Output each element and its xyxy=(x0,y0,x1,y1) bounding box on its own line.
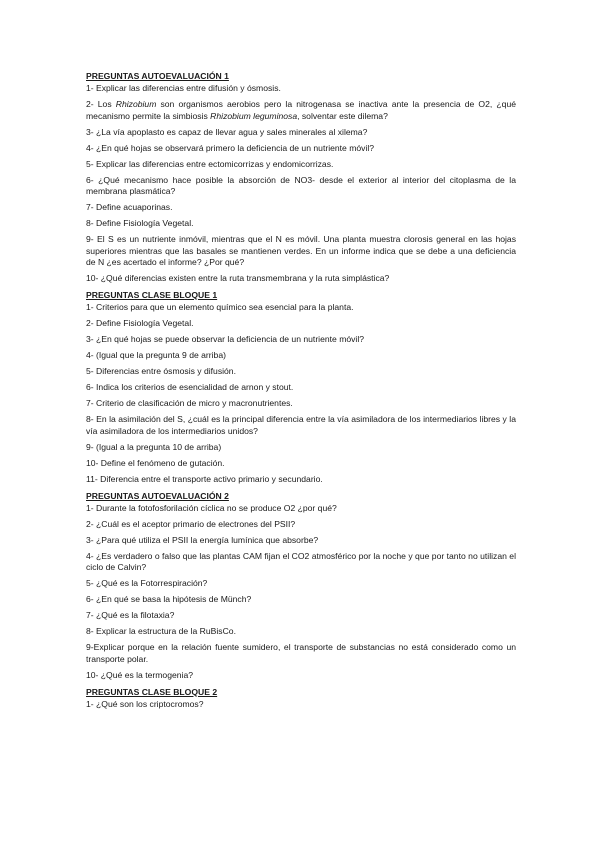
question-item: 4- ¿En qué hojas se observará primero la deficiencia de un nutriente móvil? xyxy=(86,142,375,153)
question-item: 6- ¿En qué se basa la hipótesis de Münch? xyxy=(86,594,252,604)
question-item: 6- Indica los criterios de esencialidad de arnon y stout. xyxy=(86,382,294,392)
section-autoevaluacion-2 xyxy=(86,490,516,682)
question-item: 1- Criterios para que un elemento químico sea esencial para la planta. xyxy=(86,302,354,312)
section-autoevaluacion-1 xyxy=(86,70,516,285)
section-heading: PREGUNTAS AUTOEVALUACIÓN 2 xyxy=(86,490,229,501)
section-heading: PREGUNTAS AUTOEVALUACIÓN 1 xyxy=(86,71,229,81)
document-page xyxy=(86,70,516,715)
question-item: 5- ¿Qué es la Fotorrespiración? xyxy=(86,578,208,588)
question-item: 3- ¿La vía apoplasto es capaz de llevar agua y sales minerales al xilema? xyxy=(86,126,368,137)
question-item: 1- Explicar las diferencias entre difusión y ósmosis. xyxy=(86,83,281,93)
question-item: 5- Diferencias entre ósmosis y difusión. xyxy=(86,366,236,376)
question-item: 7- Define acuaporinas. xyxy=(86,202,173,212)
question-item: 5- Explicar las diferencias entre ectomicorrizas y endomicorrizas. xyxy=(86,158,334,169)
question-item: 8- En la asimilación del S, ¿cuál es la principal diferencia entre la vía asimiladora de los intermediarios libres y la vía asimiladora de los intermediarios unidos? xyxy=(86,414,516,436)
question-item: 9- (Igual a la pregunta 10 de arriba) xyxy=(86,441,222,452)
question-item: 1- Durante la fotofosforilación cíclica no se produce O2 ¿por qué? xyxy=(86,502,337,513)
section-clase-bloque-2 xyxy=(86,686,516,711)
question-item: 11- Diferencia entre el transporte activo primario y secundario. xyxy=(86,473,323,484)
question-item: 4- (Igual que la pregunta 9 de arriba) xyxy=(86,350,226,360)
section-heading: PREGUNTAS CLASE BLOQUE 2 xyxy=(86,686,218,697)
section-clase-bloque-1 xyxy=(86,289,516,485)
question-item: 3- ¿Para qué utiliza el PSII la energía lumínica que absorbe? xyxy=(86,534,319,545)
question-item: 2- Define Fisiología Vegetal. xyxy=(86,318,194,328)
question-item: 7- Criterio de clasificación de micro y macronutrientes. xyxy=(86,398,293,408)
question-item: 6- ¿Qué mecanismo hace posible la absorción de NO3- desde el exterior al interior del citoplasma de la membrana plasmática? xyxy=(86,174,516,196)
question-item: 9- El S es un nutriente inmóvil, mientras que el N es móvil. Una planta muestra clorosis general en las hojas superiores mientras que las basales se mantienen verdes. En un informe indica que se debe a una deficiencia de N ¿es acertado el informe? ¿Por qué? xyxy=(86,234,516,267)
question-item: 3- ¿En qué hojas se puede observar la deficiencia de un nutriente móvil? xyxy=(86,334,365,344)
question-item: 10- Define el fenómeno de gutación. xyxy=(86,457,225,468)
question-item: 9-Explicar porque en la relación fuente sumidero, el transporte de substancias no está considerado como un transporte polar. xyxy=(86,642,516,664)
question-item: 2- Los Rhizobium son organismos aerobios pero la nitrogenasa se inactiva ante la presencia de O2, ¿qué mecanismo permite la simbiosis Rhizobium leguminosa, solventar este dilema? xyxy=(86,99,516,121)
question-item: 2- ¿Cuál es el aceptor primario de electrones del PSII? xyxy=(86,518,296,529)
question-item: 8- Explicar la estructura de la RuBisCo. xyxy=(86,626,236,636)
question-item: 8- Define Fisiología Vegetal. xyxy=(86,218,194,228)
question-item: 1- ¿Qué son los criptocromos? xyxy=(86,698,204,709)
section-heading: PREGUNTAS CLASE BLOQUE 1 xyxy=(86,290,218,300)
question-item: 10- ¿Qué diferencias existen entre la ruta transmembrana y la ruta simplástica? xyxy=(86,273,390,283)
question-item: 10- ¿Qué es la termogenia? xyxy=(86,669,194,680)
question-item: 4- ¿Es verdadero o falso que las plantas CAM fijan el CO2 atmosférico por la noche y que por tanto no utilizan el ciclo de Calvin? xyxy=(86,550,516,572)
question-item: 7- ¿Qué es la filotaxia? xyxy=(86,610,175,620)
